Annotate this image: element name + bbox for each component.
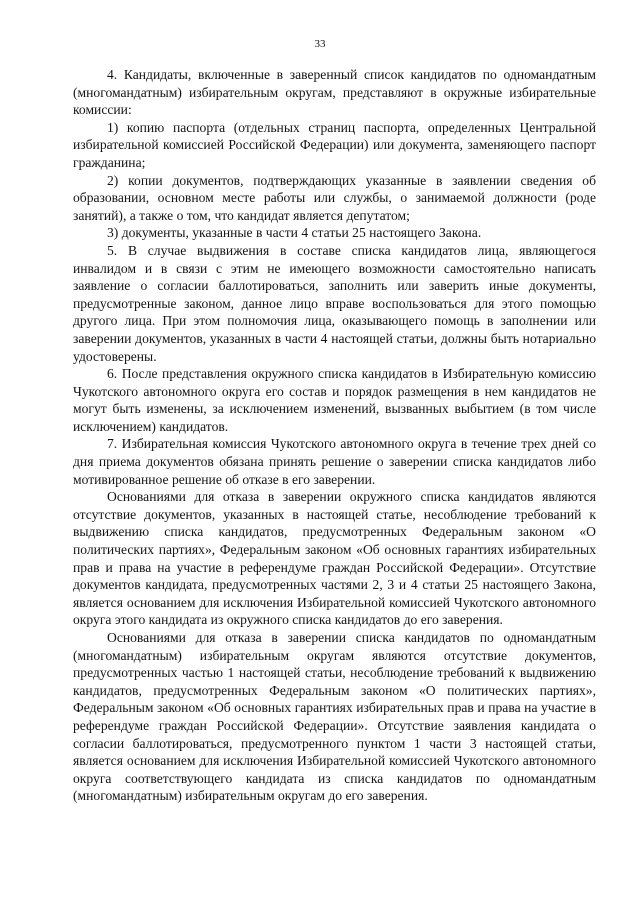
paragraph-item-2: 2) копии документов, подтверждающих указанные в заявлении сведения об образовании, основном месте работы или службы, о занимаемой должности (роде занятий), а также о том, что кандидат является депутатом; bbox=[73, 172, 596, 223]
paragraph-clause-6: 6. После представления окружного списка кандидатов в Избирательную комиссию Чукотского автономного округа его состав и порядок размещения в нем кандидатов не могут быть изменены, за исключением изменений, вызванных выбытием (в том числе исключением) кандидатов. bbox=[73, 366, 596, 434]
paragraph-item-3: 3) документы, указанные в части 4 статьи 25 настоящего Закона. bbox=[107, 225, 482, 241]
paragraph-refusal-grounds-district: Основаниями для отказа в заверении окружного списка кандидатов являются отсутствие документов, указанных в настоящей статье, несоблюдение требований к выдвижению списка кандидатов, предусмотренных Федеральным законом «О политических партиях», Федеральным законом «Об основных гарантиях избирательных прав и права на участие в референдуме граждан Российской Федерации». Отсутствие документов кандидата, предусмотренных частями 2, 3 и 4 статьи 25 настоящего Закона, является основанием для исключения Избирательной комиссией Чукотского автономного округа этого кандидата из окружного списка кандидатов до его заверения. bbox=[73, 489, 596, 628]
document-body bbox=[73, 66, 596, 805]
page-number: 33 bbox=[314, 38, 326, 50]
paragraph-refusal-grounds-single-mandate: Основаниями для отказа в заверении списка кандидатов по одномандатным (многомандатным) избирательным округам являются отсутствие документов, предусмотренных частью 1 настоящей статьи, несоблюдение требований к выдвижению кандидатов, предусмотренных Федеральным законом «О политических партиях», Федеральным законом «Об основных гарантиях избирательных прав и права на участие в референдуме граждан Российской Федерации». Отсутствие заявления кандидата о согласии баллотироваться, предусмотренного пунктом 1 части 3 настоящей статьи, является основанием для исключения Избирательной комиссией Чукотского автономного округа соответствующего кандидата из списка кандидатов по одномандатным (многомандатным) избирательным округам до его заверения. bbox=[73, 630, 596, 804]
paragraph-clause-4: 4. Кандидаты, включенные в заверенный список кандидатов по одномандатным (многомандатным) избирательным округам, представляют в окружные избирательные комиссии: bbox=[73, 67, 596, 118]
paragraph-clause-5: 5. В случае выдвижения в составе списка кандидатов лица, являющегося инвалидом и в связи с этим не имеющего возможности самостоятельно написать заявление о согласии баллотироваться, заполнить или заверить иные документы, предусмотренные законом, данное лицо вправе воспользоваться для этого помощью другого лица. При этом полномочия лица, оказывающего помощь в заполнении или заверении документов, указанных в части 4 настоящей статьи, должны быть нотариально удостоверены. bbox=[73, 242, 596, 364]
paragraph-item-1: 1) копию паспорта (отдельных страниц паспорта, определенных Центральной избирательной комиссией Российской Федерации) или документа, заменяющего паспорт гражданина; bbox=[73, 119, 596, 170]
paragraph-clause-7: 7. Избирательная комиссия Чукотского автономного округа в течение трех дней со дня приема документов обязана принять решение о заверении списка кандидатов либо мотивированное решение об отказе в его заверении. bbox=[73, 436, 596, 487]
